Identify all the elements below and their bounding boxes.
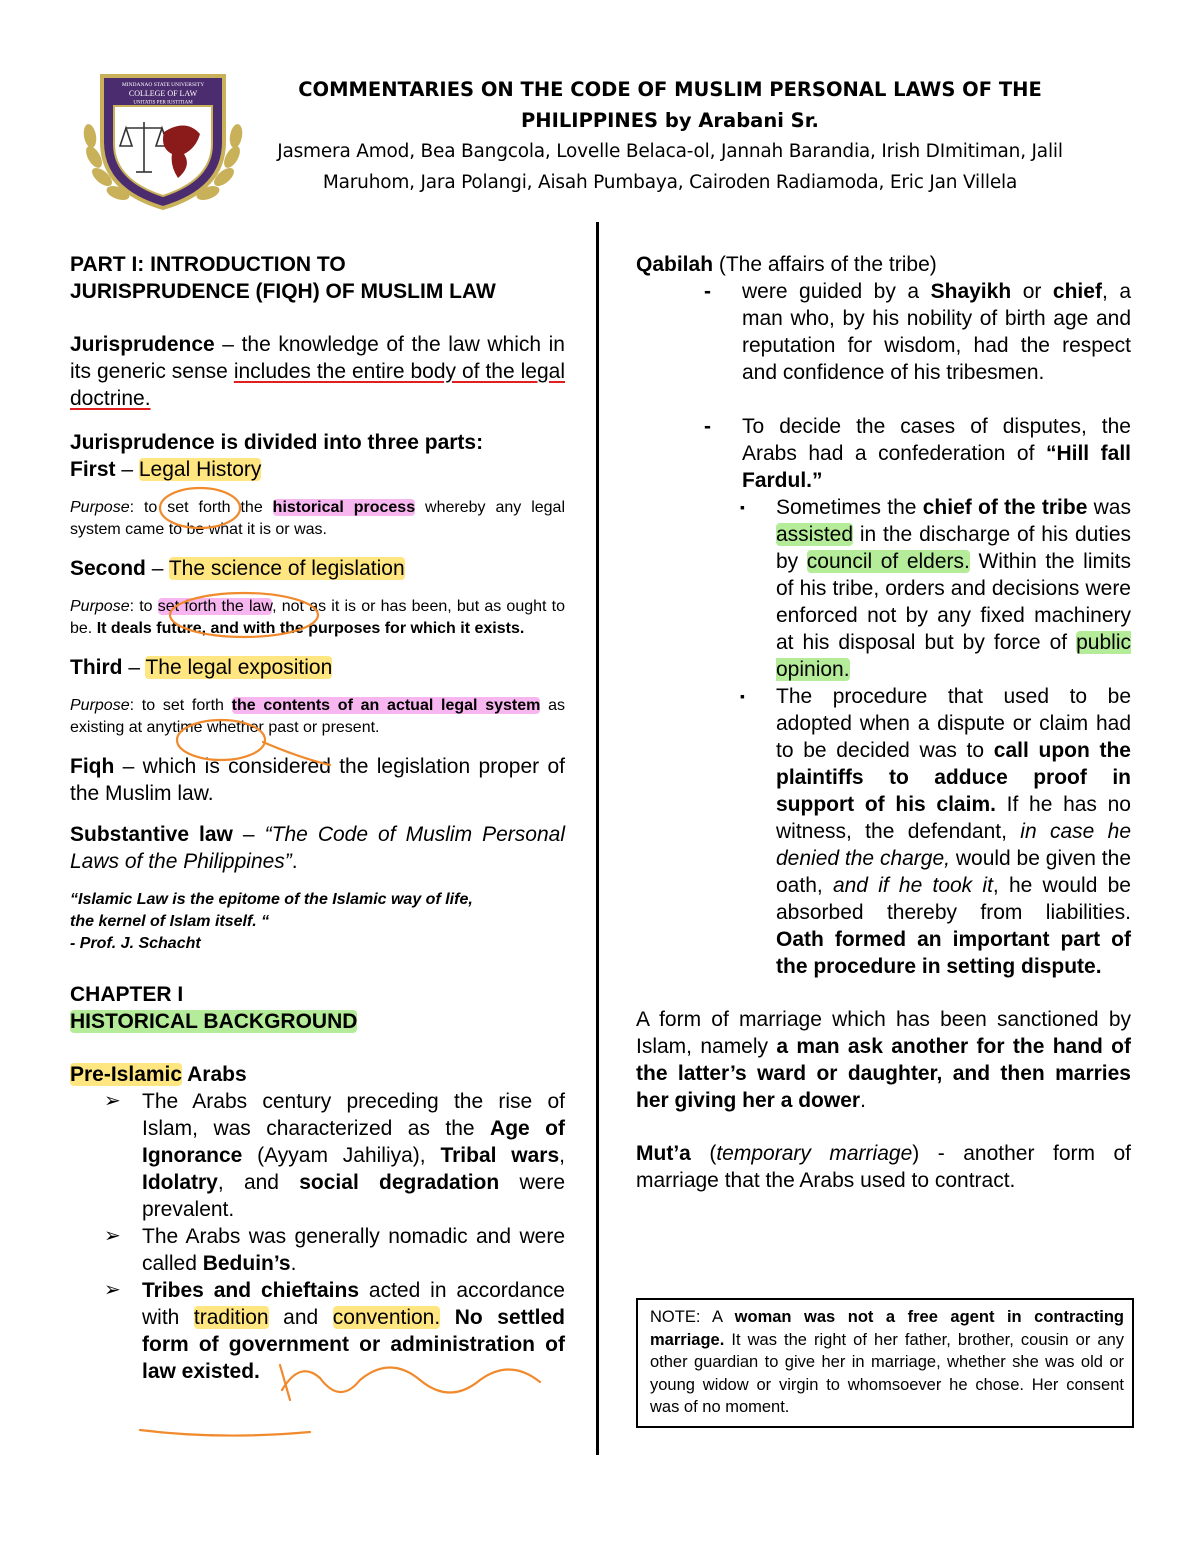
s1-text-4: Within the limits of his tribe, orders and decisions were enforced not by any fixed machinery at his disposal but by force of (776, 550, 1131, 654)
s2-call: call upon the plaintiffs to adduce proof in support of his claim. (776, 739, 1131, 816)
b1-idol: Idolatry (142, 1171, 218, 1194)
purpose-label: Purpose (70, 697, 130, 714)
authors-line-1: Jasmera Amod, Bea Bangcola, Lovelle Belaca-ol, Jannah Barandia, Irish DImitiman, Jalil (277, 141, 1063, 162)
part-title-line-2: JURISPRUDENCE (FIQH) OF MUSLIM LAW (70, 280, 496, 303)
d1-text-2: or (1011, 280, 1053, 303)
b3-tradition-highlight: tradition (193, 1306, 269, 1329)
term-substantive-law: Substantive law (70, 823, 233, 846)
underline-mark (140, 1430, 310, 1436)
form-bold: a man ask another for the hand of the latter’s ward or daughter, and then marries her giving her a dower (636, 1035, 1131, 1112)
b3-text: acted in accordance with (142, 1279, 565, 1329)
form-end: . (860, 1089, 866, 1112)
b1-age: Age of Ignorance (142, 1117, 565, 1167)
b3-space (440, 1306, 455, 1329)
purpose-3-text: : to set forth (129, 697, 232, 714)
part-title-line-1: PART I: INTRODUCTION TO (70, 253, 346, 276)
quote-author: - Prof. J. Schacht (70, 935, 201, 952)
b3-text-2: and (268, 1306, 333, 1329)
d2-text: To decide the cases of disputes, the Arabs had a confederation of (742, 415, 1131, 465)
dash-sep: – (122, 656, 146, 679)
b3-convention-highlight: convention. (332, 1306, 441, 1329)
purpose-1-text: : to set forth the (129, 499, 273, 516)
third-label: Third (70, 656, 123, 679)
jurisprudence-definition (70, 331, 565, 412)
d1-chief: chief (1052, 280, 1102, 303)
third-value-highlight: The legal exposition (145, 656, 333, 679)
b1-text-5: were prevalent. (142, 1171, 565, 1221)
s1-text-3: in the discharge of his duties by (776, 523, 1131, 573)
purpose-3-rest: as existing at anytime whether past or present. (70, 697, 566, 736)
b2-end: . (290, 1252, 297, 1275)
note-box (636, 1298, 1134, 1428)
b1-social: social degradation (299, 1171, 500, 1194)
document-header (255, 74, 1085, 198)
note-bold: woman was not a free agent in contracting marriage. (650, 1308, 1124, 1349)
dash-sep: – (145, 557, 169, 580)
qabilah-heading (636, 251, 1131, 278)
purpose-1 (70, 497, 565, 541)
d1-text-3: , a man who, by his nobility of birth age and reputation for wisdom, had the respect and confidence of his tribesmen. (742, 280, 1131, 384)
list-item (636, 494, 1131, 683)
logo-text-college: COLLEGE OF LAW (128, 89, 198, 98)
list-item (636, 278, 1131, 386)
list-item (70, 1277, 565, 1385)
college-logo (74, 62, 252, 212)
b1-text-3: , (559, 1144, 565, 1167)
s1-text-2: was (1087, 496, 1131, 519)
purpose-2-bold: It deals future, and with the purposes for which it exists. (96, 620, 525, 637)
b1-text-4: , and (217, 1171, 300, 1194)
third-part (70, 654, 565, 681)
square-bullet-icon: ▪ (740, 688, 745, 704)
dispute-list (636, 494, 1131, 980)
marriage-form (636, 1006, 1131, 1114)
purpose-2-highlight: set forth the law (157, 598, 273, 615)
document-title-line-2: PHILIPPINES by Arabani Sr. (521, 109, 819, 132)
document-title-line-1: COMMENTARIES ON THE CODE OF MUSLIM PERSONAL LAWS OF THE (298, 78, 1042, 101)
d1-text: were guided by a (742, 280, 931, 303)
s1-council-highlight: council of elders. (806, 550, 970, 573)
pre-islamic-heading (70, 1061, 565, 1088)
s2-text-3: would be given the oath, (776, 847, 1132, 897)
term-fiqh: Fiqh (70, 755, 115, 778)
s1-public-opinion-highlight: public opinion. (776, 631, 1131, 681)
muta-paren: ( (690, 1142, 717, 1165)
b1-text: The Arabs century preceding the rise of Islam, was characterized as the (142, 1090, 565, 1140)
list-item (636, 413, 1131, 494)
s1-chief: chief of the tribe (922, 496, 1088, 519)
purpose-2-rest: , not as it is or has been, but as ought to be. (70, 598, 566, 637)
qabilah-def: (The affairs of the tribe) (713, 253, 937, 276)
pre-islamic-rest: Arabs (182, 1063, 247, 1086)
b3-bold: Tribes and chieftains (142, 1279, 360, 1302)
purpose-2-text: : to (129, 598, 158, 615)
chapter-heading (70, 981, 565, 1035)
purpose-label: Purpose (70, 499, 130, 516)
substantive-law-def: “The Code of Muslim Personal Laws of the Philippines” (70, 823, 565, 873)
dash-sep: – (115, 458, 139, 481)
d2-hill-fall-fardul: “Hill fall Fardul.” (742, 442, 1131, 492)
s1-assisted-highlight: assisted (776, 523, 854, 546)
quote (70, 889, 565, 955)
list-item (70, 1088, 565, 1223)
part-title (70, 251, 565, 305)
column-divider (596, 222, 599, 1455)
substantive-law (70, 821, 565, 875)
pre-islamic-highlight: Pre-Islamic (70, 1063, 183, 1086)
b3-bold-2: No settled form of government or administration of law existed. (142, 1306, 565, 1383)
pre-islamic-list (70, 1088, 565, 1385)
purpose-1-rest: whereby any legal system came to be what it is or was. (70, 499, 565, 538)
jur-def-underlined: includes the entire body of the legal doctrine. (70, 360, 565, 410)
dash-sep: – (232, 823, 265, 846)
s2-text-4: , he would be absorbed thereby from liabilities. (776, 874, 1131, 924)
authors-line-2: Maruhom, Jara Polangi, Aisah Pumbaya, Cairoden Radiamoda, Eric Jan Villela (322, 172, 1018, 193)
s2-in-case: in case he denied the charge, (776, 820, 1132, 870)
period: . (291, 850, 298, 873)
dash-bullet-icon: - (704, 280, 711, 303)
s2-and-if: and if he took it (832, 874, 993, 897)
logo-motto: UNITATIS PER IUSTITIAM (133, 100, 193, 106)
fiqh-def-text: – which is considered the legislation proper of the Muslim law. (70, 755, 565, 805)
note-text: It was the right of her father, brother, cousin or any other guardian to give her in marriage, whether she was old or young widow or virgin to whomsoever he chose. Her consent was of no moment. (650, 1330, 1124, 1416)
purpose-3-highlight: the contents of an actual legal system (231, 697, 541, 714)
s2-text-2: If he has no witness, the defendant, (776, 793, 1131, 843)
b1-text-2: (Ayyam Jahiliya), (242, 1144, 441, 1167)
second-label: Second (70, 557, 146, 580)
s2-text: The procedure that used to be adopted when a dispute or claim had to be decided was to (776, 685, 1131, 762)
muta-definition (636, 1140, 1131, 1194)
s2-oath: Oath formed an important part of the procedure in setting dispute. (776, 928, 1131, 978)
chapter-title-highlight: HISTORICAL BACKGROUND (70, 1010, 358, 1033)
arrow-bullet-icon: ➢ (104, 1090, 121, 1112)
d1-shayikh: Shayikh (930, 280, 1012, 303)
purpose-2 (70, 596, 565, 640)
purpose-label: Purpose (70, 598, 130, 615)
purpose-3 (70, 695, 565, 739)
s1-text: Sometimes the (776, 496, 923, 519)
logo-text-top: MINDANAO STATE UNIVERSITY (121, 82, 205, 88)
arrow-bullet-icon: ➢ (104, 1225, 121, 1247)
list-item (70, 1223, 565, 1277)
b1-tribal: Tribal wars (440, 1144, 560, 1167)
form-text: A form of marriage which has been sanctioned by Islam, namely (636, 1008, 1131, 1058)
list-item (636, 683, 1131, 980)
b2-beduin: Beduin’s (202, 1252, 291, 1275)
right-column (636, 251, 1131, 1194)
qabilah-list (636, 278, 1131, 494)
first-value-highlight: Legal History (138, 458, 262, 481)
square-bullet-icon: ▪ (740, 499, 745, 515)
first-part (70, 456, 565, 483)
fiqh-definition (70, 753, 565, 807)
left-column (70, 251, 565, 1385)
quote-line-2: the kernel of Islam itself. “ (70, 913, 270, 930)
jur-def-text: – the knowledge of the law which in its generic sense (70, 333, 565, 383)
second-value-highlight: The science of legislation (168, 557, 405, 580)
note-label: NOTE: A (650, 1308, 735, 1326)
quote-line-1: “Islamic Law is the epitome of the Islamic way of life, (70, 891, 473, 908)
first-label: First (70, 458, 116, 481)
chapter-label: CHAPTER I (70, 983, 184, 1006)
muta-temporary: temporary marriage (716, 1142, 913, 1165)
purpose-1-highlight: historical process (272, 499, 416, 516)
term-muta: Mut’a (636, 1142, 691, 1165)
arrow-bullet-icon: ➢ (104, 1279, 121, 1301)
dash-bullet-icon: - (704, 415, 711, 438)
muta-text: ) - another form of marriage that the Arabs used to contract. (636, 1142, 1132, 1192)
divided-title: Jurisprudence is divided into three parts: (70, 431, 484, 454)
term-qabilah: Qabilah (636, 253, 714, 276)
term-jurisprudence: Jurisprudence (70, 333, 215, 356)
b2-text: The Arabs was generally nomadic and were called (142, 1225, 565, 1275)
second-part (70, 555, 565, 582)
